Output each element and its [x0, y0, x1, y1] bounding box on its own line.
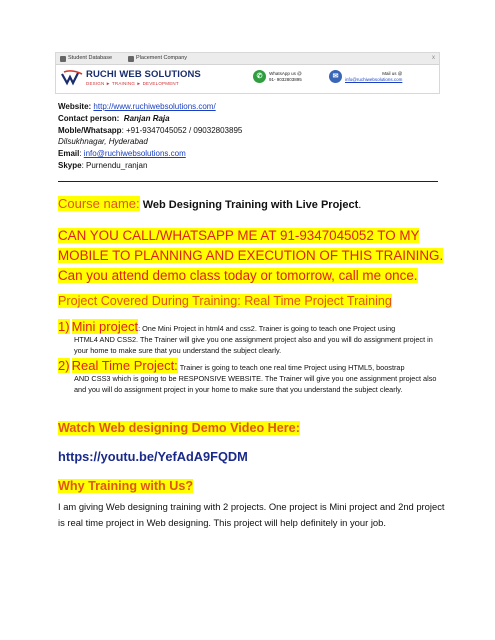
email-line: Email: info@ruchiwebsolutions.com — [58, 149, 186, 159]
logo-swoosh-icon — [61, 70, 83, 86]
mobile-value: : +91-9347045052 / 09032803895 — [121, 125, 243, 135]
skype-label: Skype — [58, 160, 82, 170]
email-link[interactable]: info@ruchiwebsolutions.com — [83, 149, 186, 159]
address-line: Dilsukhnagar, Hyderabad — [58, 137, 148, 147]
course-name-value: Web Designing Training with Live Project — [142, 199, 359, 211]
why-training-text: Why Training with Us? — [58, 479, 194, 493]
student-database-icon — [60, 56, 66, 62]
banner-topbar — [56, 53, 439, 65]
course-name-period: . — [358, 199, 362, 211]
project-item-mini — [58, 319, 442, 356]
website-link[interactable]: http://www.ruchiwebsolutions.com/ — [93, 102, 216, 111]
placement-company-icon — [128, 56, 134, 62]
contact-person-label: Contact person: — [58, 113, 120, 123]
mobile-label: Moble/Whatsapp — [58, 125, 122, 135]
whatsapp-number: 91- 9032803895 — [269, 76, 302, 82]
contact-person-line — [58, 113, 242, 125]
project-heading — [58, 292, 392, 310]
website-label: Website — [58, 102, 89, 111]
course-name-label: Course name: — [58, 196, 140, 211]
video-link[interactable]: https://youtu.be/YefAdA9FQDM — [58, 449, 248, 464]
banner-close-mark: x — [432, 55, 435, 61]
watch-demo-heading — [58, 421, 300, 435]
whatsapp-contact — [253, 70, 302, 83]
placement-company-label: Placement Company — [136, 55, 188, 61]
company-logo — [61, 70, 201, 86]
contact-person-name: Ranjan Raja — [123, 113, 170, 123]
why-training-paragraph: I am giving Web designing training with 2 projects. One project is Mini project and 2nd project is real time project in Web designing. This project will help definitely in your job. — [58, 501, 445, 528]
item-description: AND CSS3 which is going to be RESPONSIVE WEBSITE. The Trainer will give you one assignment project also and you will do assignment project in your home to make sure that you understand the subject clearly. — [74, 373, 437, 394]
section-divider — [58, 181, 438, 182]
item-number: 1) — [58, 319, 70, 334]
logo-title: RUCHI WEB SOLUTIONS — [86, 69, 201, 80]
call-to-action-text: CAN YOU CALL/WHATSAPP ME AT 91-9347045052 TO MY MOBILE TO PLANNING AND EXECUTION OF THIS TRAINING. Can you attend demo class today or tomorrow, call me once. — [58, 228, 444, 283]
call-to-action — [58, 226, 448, 286]
item-first-line: Trainer is going to teach one real time Project using HTML5, boostrap — [177, 363, 405, 372]
student-database-label: Student Database — [68, 55, 113, 61]
item-number: 2) — [58, 358, 70, 373]
mail-icon: ✉ — [329, 70, 342, 83]
item-title: Real Time Project: — [71, 358, 178, 373]
course-name-line — [58, 196, 361, 213]
project-heading-text: Project Covered During Training: Real Time Project Training — [58, 294, 392, 308]
contact-details — [58, 101, 242, 172]
watch-demo-text: Watch Web designing Demo Video Here: — [58, 421, 300, 435]
whatsapp-icon: ✆ — [253, 70, 266, 83]
skype-value: : Purnendu_ranjan — [81, 160, 148, 170]
project-item-real-time — [58, 358, 442, 395]
student-database-tab — [60, 53, 112, 64]
logo-tagline: DESIGN ► TRAINING ► DEVELOPMENT — [86, 80, 179, 86]
website-line: Website: http://www.ruchiwebsolutions.com/ — [58, 102, 216, 111]
mail-contact — [329, 70, 402, 83]
mobile-line — [58, 125, 242, 137]
item-description: HTML4 AND CSS2. The Trainer will give you one assignment project also and you will do assignment project in your home to make sure that you understand the subject clearly. — [74, 334, 433, 355]
mail-address: info@ruchiwebsolutions.com — [345, 76, 403, 82]
skype-line — [58, 160, 242, 172]
item-first-line: : One Mini Project in html4 and css2. Trainer is going to teach one Project using — [138, 324, 396, 333]
item-title: Mini project — [71, 319, 139, 334]
why-training-heading — [58, 479, 193, 493]
header-banner — [55, 52, 440, 94]
whatsapp-label: WhatsApp us @ — [269, 70, 302, 76]
placement-company-tab — [128, 53, 187, 64]
mail-label: Mail us @ — [382, 70, 403, 76]
email-label: Email — [58, 149, 80, 159]
